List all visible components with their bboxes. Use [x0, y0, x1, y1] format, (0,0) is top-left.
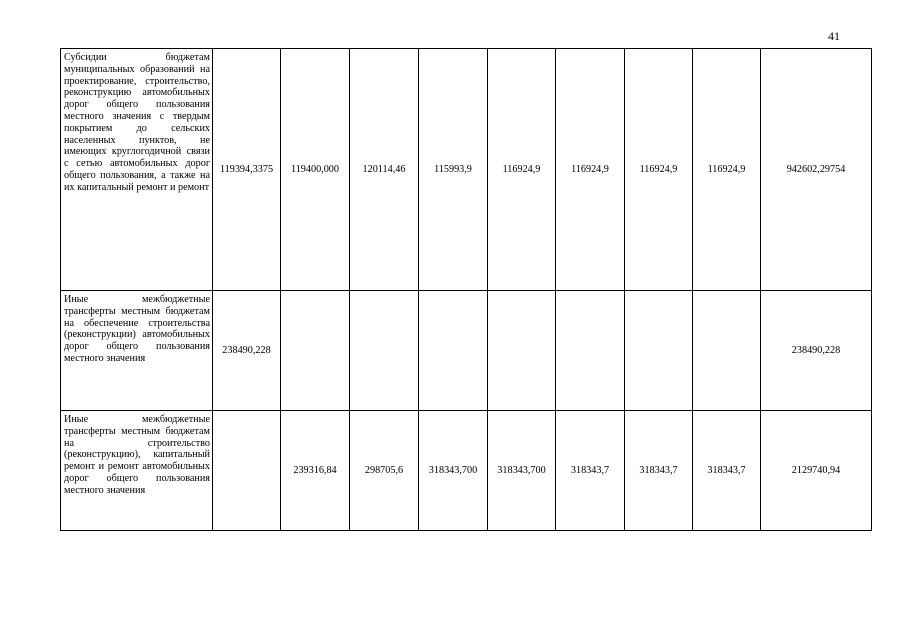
value-cell: 116924,9: [488, 49, 556, 291]
total-cell: 238490,228: [761, 291, 872, 411]
table-row: [61, 49, 872, 291]
value-cell: 318343,7: [556, 411, 625, 531]
value-cell: [556, 291, 625, 411]
value-cell: [488, 291, 556, 411]
budget-table: [60, 48, 872, 531]
table-row: [61, 291, 872, 411]
value-cell: 298705,6: [350, 411, 419, 531]
total-cell: 942602,29754: [761, 49, 872, 291]
value-cell: 116924,9: [625, 49, 693, 291]
row-description: Иные межбюджетные трансферты местным бюджетам на обеспечение строительства (реконструкции) автомобильных дорог общего пользования местного значения: [61, 291, 213, 411]
value-cell: 238490,228: [213, 291, 281, 411]
row-description: Иные межбюджетные трансферты местным бюджетам на строительство (реконструкцию), капитальный ремонт и ремонт автомобильных дорог общего пользования местного значения: [61, 411, 213, 531]
table-row: [61, 411, 872, 531]
value-cell: [693, 291, 761, 411]
row-description: Субсидии бюджетам муниципальных образований на проектирование, строительство, реконструкцию автомобильных дорог общего пользования местного значения с твердым покрытием до сельских населенных пунктов, не имеющих круглогодичной связи с сетью автомобильных дорог общего пользования, а также на их капитальный ремонт и ремонт: [61, 49, 213, 291]
page-number: 41: [828, 29, 840, 43]
value-cell: 318343,7: [625, 411, 693, 531]
value-cell: 119400,000: [281, 49, 350, 291]
value-cell: 116924,9: [693, 49, 761, 291]
value-cell: 120114,46: [350, 49, 419, 291]
value-cell: [281, 291, 350, 411]
value-cell: 116924,9: [556, 49, 625, 291]
total-cell: 2129740,94: [761, 411, 872, 531]
value-cell: [213, 411, 281, 531]
value-cell: [419, 291, 488, 411]
value-cell: 318343,700: [488, 411, 556, 531]
value-cell: 119394,3375: [213, 49, 281, 291]
value-cell: 318343,700: [419, 411, 488, 531]
value-cell: [625, 291, 693, 411]
value-cell: 115993,9: [419, 49, 488, 291]
value-cell: 318343,7: [693, 411, 761, 531]
value-cell: 239316,84: [281, 411, 350, 531]
value-cell: [350, 291, 419, 411]
